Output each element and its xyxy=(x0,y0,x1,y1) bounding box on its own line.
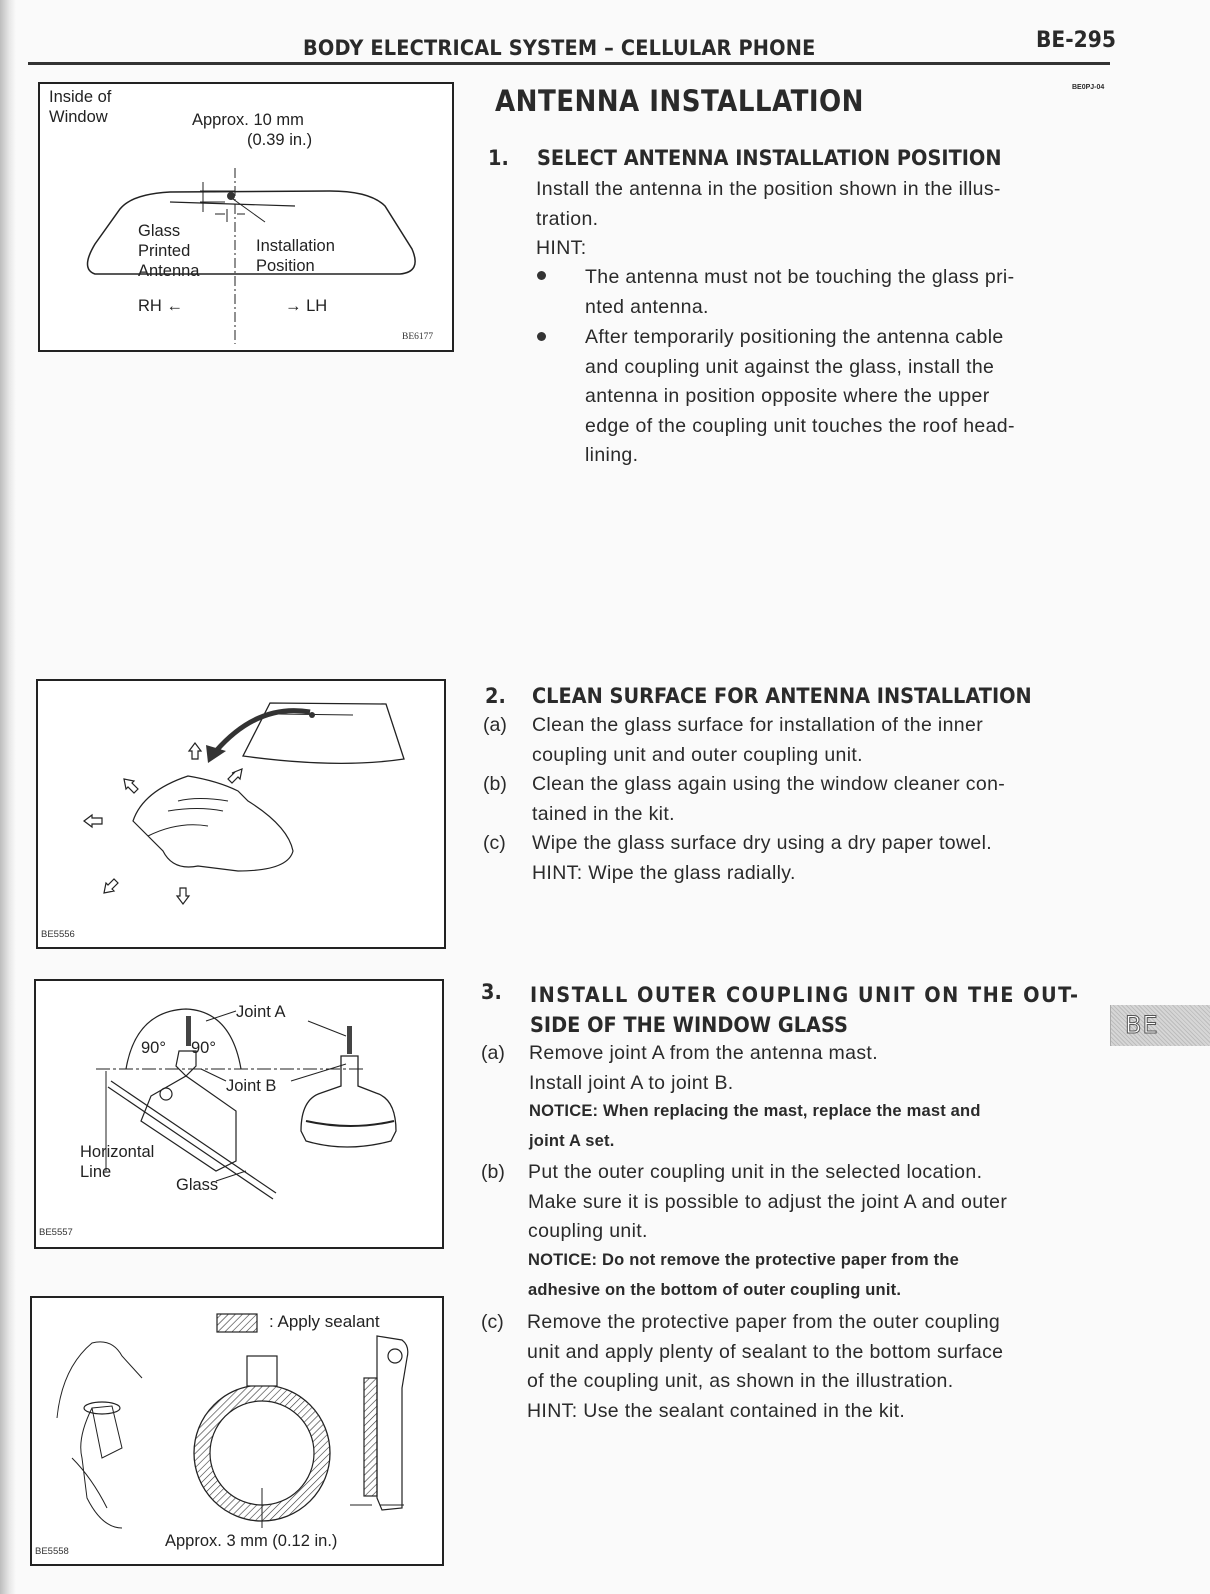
header-rule xyxy=(28,62,1110,65)
figure-apply-sealant xyxy=(30,1296,444,1566)
figure-joint-angles xyxy=(34,979,444,1249)
step-2c-label: (c) xyxy=(483,832,506,854)
cleaning-diagram xyxy=(38,681,444,947)
step-1-body: Install the antenna in the position shown in the illus- tration. HINT: xyxy=(536,175,1096,264)
step-1-bullet-1: The antenna must not be touching the glass pri- nted antenna. xyxy=(585,266,1015,318)
step-3b-text: Put the outer coupling unit in the selected location. Make sure it is possible to adjust the joint A and outer coupling unit. xyxy=(528,1161,1008,1242)
running-header-title: BODY ELECTRICAL SYSTEM – CELLULAR PHONE xyxy=(303,36,816,60)
label-joint-b: Joint B xyxy=(226,1077,277,1095)
step-2-title: CLEAN SURFACE FOR ANTENNA INSTALLATION xyxy=(532,684,1032,708)
label-approx-3mm: Approx. 3 mm (0.12 in.) xyxy=(165,1532,338,1550)
label-angle-left: 90° xyxy=(141,1039,166,1057)
label-approx-10mm: Approx. 10 mm (0.39 in.) xyxy=(192,111,313,149)
section-tab-be xyxy=(1110,1005,1210,1046)
figure-cleaning-glass xyxy=(36,679,446,949)
step-2b-text: Clean the glass again using the window cleaner con- tained in the kit. xyxy=(532,773,1006,825)
page-number: BE-295 xyxy=(1036,28,1116,53)
label-glass-printed-antenna: Glass Printed Antenna xyxy=(138,222,200,280)
hint-label: HINT: xyxy=(536,237,587,259)
step-1-bullet-2: After temporarily positioning the antenna cable and coupling unit against the glass, install the antenna in position opposite where the upper edge of the coupling unit touches the roof head- lining. xyxy=(585,326,1015,466)
step-2a-label: (a) xyxy=(483,714,507,736)
step-2c-text: Wipe the glass surface dry using a dry paper towel. HINT: Wipe the glass radially. xyxy=(532,832,993,884)
step-2a-text: Clean the glass surface for installation of the inner coupling unit and outer coupling unit. xyxy=(532,714,984,766)
figure-id: BE5557 xyxy=(39,1227,73,1238)
section-code: BE0PJ-04 xyxy=(1072,84,1105,91)
label-glass: Glass xyxy=(176,1176,219,1194)
bullet-icon xyxy=(537,271,546,280)
step-1-number: 1. xyxy=(488,146,509,170)
label-installation-position: Installation Position xyxy=(256,237,335,275)
step-2-number: 2. xyxy=(485,684,506,708)
step-3c-text: Remove the protective paper from the outer coupling unit and apply plenty of sealant to the bottom surface of the coupling unit, as shown in the illustration. HINT: Use the sealant contained in the kit. xyxy=(527,1311,1004,1422)
step-3b-notice: NOTICE: Do not remove the protective paper from the adhesive on the bottom of outer coupling unit. xyxy=(528,1251,960,1299)
figure-id: BE5558 xyxy=(35,1546,69,1557)
figure-antenna-position xyxy=(38,82,454,352)
section-tab-label: BE xyxy=(1125,1011,1159,1039)
step-3c-label: (c) xyxy=(481,1311,504,1333)
step-3b-label: (b) xyxy=(481,1161,505,1183)
label-inside-of-window: Inside of Window xyxy=(49,88,112,126)
step-2b-label: (b) xyxy=(483,773,507,795)
sealant-legend-label: : Apply sealant xyxy=(269,1312,380,1331)
step-1-title: SELECT ANTENNA INSTALLATION POSITION xyxy=(537,146,1002,170)
step-3a-text: Remove joint A from the antenna mast. Install joint A to joint B. xyxy=(529,1042,878,1094)
page-edge-shadow xyxy=(0,0,16,1594)
step-3a-notice: NOTICE: When replacing the mast, replace the mast and joint A set. xyxy=(529,1102,981,1150)
bullet-icon xyxy=(537,332,546,341)
label-lh: → LH xyxy=(285,297,328,315)
sealant-diagram xyxy=(32,1298,442,1564)
label-rh: RH ← xyxy=(138,297,183,315)
step-3a-label: (a) xyxy=(481,1042,505,1064)
section-title: ANTENNA INSTALLATION xyxy=(495,84,864,118)
label-horizontal-line: Horizontal Line xyxy=(80,1143,155,1181)
step-3-title: INSTALL OUTER COUPLING UNIT ON THE OUT- SIDE OF THE WINDOW GLASS xyxy=(530,983,1080,1037)
step-3-number: 3. xyxy=(481,980,502,1004)
label-angle-right: 90° xyxy=(191,1039,216,1057)
figure-id: BE5556 xyxy=(41,929,75,940)
figure-id: BE6177 xyxy=(402,332,434,342)
label-joint-a: Joint A xyxy=(236,1003,286,1021)
